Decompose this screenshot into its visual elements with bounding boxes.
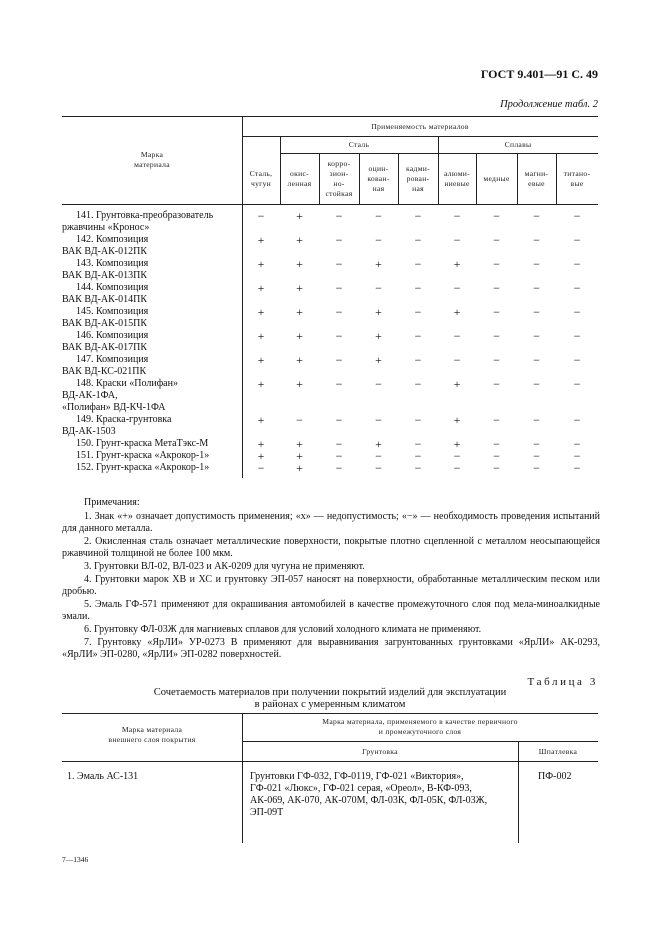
applicability-mark: − — [573, 329, 581, 343]
applicability-mark: − — [573, 305, 581, 319]
applicability-mark: − — [414, 209, 422, 223]
rule — [62, 713, 598, 714]
applicability-mark: − — [335, 209, 343, 223]
applicability-mark: − — [573, 233, 581, 247]
applicability-mark: + — [375, 305, 382, 319]
applicability-mark: − — [533, 437, 540, 451]
note: 4. Грунтовки марок ХВ и ХС и грунтовку ЭП-057 наносят на поверхности, обработанные металлическим песком или дробью. — [62, 573, 600, 598]
header-primer: Грунтовка — [362, 747, 398, 756]
rule — [62, 116, 598, 117]
applicability-mark: + — [453, 257, 461, 271]
applicability-mark: − — [533, 257, 540, 271]
column-header: магни- евые — [524, 168, 549, 188]
applicability-mark: − — [414, 461, 422, 475]
column-header: титано- вые — [563, 168, 591, 188]
column-header: оцин- кован- ная — [367, 163, 390, 193]
applicability-mark: + — [257, 449, 265, 463]
applicability-mark: + — [296, 257, 303, 271]
column-header: окис- ленная — [287, 168, 312, 188]
applicability-mark: − — [533, 449, 540, 463]
material-name: 148. Краски «Полифан» — [76, 378, 178, 389]
title-line: Сочетаемость материалов при получении покрытий изделий для эксплуатации — [153, 687, 507, 698]
applicability-mark: − — [335, 353, 343, 367]
applicability-mark: − — [493, 449, 500, 463]
applicability-mark: − — [414, 329, 422, 343]
applicability-mark: + — [375, 437, 382, 451]
note: 5. Эмаль ГФ-571 применяют для окрашивания автомобилей в качестве промежуточного слоя под мела-миноалкидные эмали. — [62, 598, 600, 623]
applicability-mark: − — [335, 257, 343, 271]
applicability-mark: − — [453, 461, 461, 475]
material-name: 150. Грунт-краска МетаТэкс-М — [76, 438, 209, 449]
applicability-mark: − — [375, 461, 382, 475]
applicability-mark: − — [414, 413, 422, 427]
applicability-mark: − — [573, 461, 581, 475]
applicability-mark: − — [375, 281, 382, 295]
applicability-mark: − — [493, 377, 500, 391]
notes-title: Примечания: — [84, 497, 140, 508]
applicability-mark: − — [493, 281, 500, 295]
footer-code: 7—1346 — [62, 855, 89, 864]
applicability-mark: − — [573, 353, 581, 367]
table-3-label: Таблица 3 — [527, 676, 598, 688]
applicability-mark: − — [414, 305, 422, 319]
applicability-mark: − — [573, 449, 581, 463]
applicability-mark: + — [257, 413, 265, 427]
applicability-mark: + — [296, 449, 303, 463]
applicability-mark: + — [453, 305, 461, 319]
table-continuation: Продолжение табл. 2 — [500, 99, 598, 110]
material-name: 146. Композиция — [76, 330, 149, 341]
applicability-mark: − — [533, 329, 540, 343]
material-name: ВД-АК-1503 — [62, 426, 116, 437]
applicability-mark: − — [453, 329, 461, 343]
applicability-mark: + — [257, 281, 265, 295]
applicability-mark: − — [533, 209, 540, 223]
note: 2. Окисленная сталь означает металлические поверхности, покрытые плотно сцепленной с металлом неосыпающейся ржавчиной толщиной не более 100 мкм. — [62, 535, 600, 560]
applicability-mark: + — [296, 437, 303, 451]
applicability-mark: − — [573, 209, 581, 223]
applicability-mark: + — [296, 377, 303, 391]
rule — [438, 153, 598, 154]
applicability-mark: − — [533, 413, 540, 427]
applicability-mark: + — [257, 329, 265, 343]
note: 1. Знак «+» означает допустимость применения; «x» — недопустимость; «−» — необходимость проведения испытаний для данного металла. — [62, 510, 600, 535]
applicability-mark: − — [335, 377, 343, 391]
applicability-mark: + — [453, 413, 461, 427]
applicability-mark: − — [335, 437, 343, 451]
material-name: ВАК ВД-АК-012ПК — [62, 246, 147, 257]
row-putty: ПФ-002 — [538, 771, 572, 782]
applicability-mark: − — [335, 461, 343, 475]
page-reference: ГОСТ 9.401—91 С. 49 — [480, 67, 598, 81]
applicability-mark: − — [257, 461, 265, 475]
applicability-mark: − — [493, 257, 500, 271]
applicability-mark: − — [375, 233, 382, 247]
applicability-mark: − — [493, 209, 500, 223]
table-3-title — [62, 687, 598, 711]
applicability-mark: + — [257, 305, 265, 319]
notes — [62, 497, 600, 662]
primer-line: ГФ-021 «Люкс», ГФ-021 серая, «Ореол», В-КФ-093, — [250, 783, 472, 794]
header-steel: Сталь — [348, 140, 370, 149]
applicability-mark: + — [257, 377, 265, 391]
applicability-mark: + — [296, 353, 303, 367]
applicability-mark: − — [335, 305, 343, 319]
title-line: в районах с умеренным климатом — [254, 699, 406, 710]
material-name: 147. Композиция — [76, 354, 149, 365]
rule — [62, 204, 598, 205]
applicability-mark: − — [493, 461, 500, 475]
material-name: ВАК ВД-АК-013ПК — [62, 270, 147, 281]
material-name: 142. Композиция — [76, 234, 149, 245]
applicability-mark: − — [335, 233, 343, 247]
material-name: ВД-АК-1ФА, — [62, 390, 118, 401]
material-name: 145. Композиция — [76, 306, 149, 317]
applicability-mark: − — [414, 281, 422, 295]
applicability-mark: + — [257, 353, 265, 367]
applicability-mark: − — [335, 281, 343, 295]
material-name: 152. Грунт-краска «Акрокор-1» — [76, 462, 210, 473]
applicability-mark: − — [257, 209, 265, 223]
applicability-mark: − — [573, 377, 581, 391]
applicability-mark: − — [335, 329, 343, 343]
applicability-mark: − — [375, 377, 382, 391]
header-applicability: Применяемость материалов — [371, 122, 469, 131]
applicability-mark: + — [257, 233, 265, 247]
material-name: 143. Композиция — [76, 258, 149, 269]
applicability-mark: + — [375, 257, 382, 271]
applicability-mark: − — [414, 257, 422, 271]
applicability-mark: + — [296, 209, 303, 223]
applicability-mark: + — [257, 437, 265, 451]
applicability-mark: − — [573, 413, 581, 427]
applicability-mark: − — [573, 437, 581, 451]
applicability-mark: + — [453, 377, 461, 391]
material-name: ВАК ВД-АК-017ПК — [62, 342, 147, 353]
material-name: 149. Краска-грунтовка — [76, 414, 172, 425]
applicability-mark: − — [573, 281, 581, 295]
material-name: ржавчины «Кронос» — [62, 222, 150, 233]
applicability-mark: − — [533, 353, 540, 367]
column-header: алюми- ниевые — [444, 168, 470, 188]
applicability-mark: + — [296, 329, 303, 343]
header-material: Марка материала — [134, 150, 170, 169]
column-header: кадми- рован- ная — [405, 163, 430, 193]
applicability-mark: + — [375, 329, 382, 343]
note: 6. Грунтовку ФЛ-03Ж для магниевых сплавов для условий холодного климата не применяют. — [84, 623, 482, 635]
table-3 — [62, 713, 598, 843]
applicability-mark: − — [533, 281, 540, 295]
applicability-mark: − — [533, 461, 540, 475]
applicability-mark: − — [493, 233, 500, 247]
rule — [242, 136, 598, 137]
applicability-mark: + — [257, 257, 265, 271]
applicability-mark: + — [296, 281, 303, 295]
applicability-mark: − — [335, 413, 343, 427]
material-name: ВАК ВД-АК-014ПК — [62, 294, 147, 305]
applicability-mark: + — [375, 353, 382, 367]
applicability-mark: − — [414, 353, 422, 367]
applicability-mark: − — [493, 305, 500, 319]
material-name: 144. Композиция — [76, 282, 149, 293]
column-header: Сталь, чугун — [249, 168, 273, 188]
column-header: медные — [483, 173, 510, 183]
applicability-mark: − — [533, 377, 540, 391]
applicability-mark: − — [414, 377, 422, 391]
applicability-mark: + — [296, 461, 303, 475]
header-primary-layer: Марка материала, применяемого в качестве первичного и промежуточного слоя — [322, 717, 518, 736]
applicability-mark: + — [296, 305, 303, 319]
applicability-mark: − — [453, 449, 461, 463]
row-primers — [250, 771, 512, 819]
applicability-mark: − — [533, 233, 540, 247]
material-name: «Полифан» ВД-КЧ-1ФА — [62, 402, 166, 413]
applicability-mark: − — [493, 329, 500, 343]
material-name: 151. Грунт-краска «Акрокор-1» — [76, 450, 210, 461]
applicability-mark: − — [493, 413, 500, 427]
primer-line: АК-069, АК-070, АК-070М, ФЛ-03К, ФЛ-05К, ФЛ-03Ж, — [250, 795, 488, 806]
applicability-mark: − — [453, 353, 461, 367]
header-alloys: Сплавы — [504, 140, 532, 149]
applicability-mark: − — [296, 413, 303, 427]
column-header: корро- зион- но- стойкая — [325, 158, 353, 198]
table-2 — [62, 116, 598, 478]
applicability-mark: − — [335, 449, 343, 463]
applicability-mark: + — [453, 437, 461, 451]
applicability-mark: − — [453, 209, 461, 223]
applicability-mark: − — [414, 233, 422, 247]
applicability-mark: − — [414, 449, 422, 463]
material-name: ВАК ВД-КС-021ПК — [62, 366, 147, 377]
applicability-mark: − — [533, 305, 540, 319]
material-name: ВАК ВД-АК-015ПК — [62, 318, 147, 329]
applicability-mark: − — [573, 257, 581, 271]
header-putty: Шпатлевка — [538, 747, 578, 756]
applicability-mark: − — [493, 353, 500, 367]
applicability-mark: − — [493, 437, 500, 451]
applicability-mark: − — [375, 209, 382, 223]
applicability-mark: + — [296, 233, 303, 247]
material-name: 141. Грунтовка-преобразователь — [76, 210, 214, 221]
note: 3. Грунтовки ВЛ-02, ВЛ-023 и АК-0209 для чугуна не применяют. — [84, 560, 365, 572]
primer-line: ЭП-09Т — [250, 807, 284, 818]
primer-line: Грунтовки ГФ-032, ГФ-0119, ГФ-021 «Виктория», — [250, 771, 464, 782]
applicability-mark: − — [453, 233, 461, 247]
header-outer-material: Марка материала внешнего слоя покрытия — [108, 725, 196, 744]
applicability-mark: − — [414, 437, 422, 451]
rule — [242, 741, 598, 742]
row-material: 1. Эмаль АС-131 — [67, 771, 139, 782]
applicability-mark: − — [453, 281, 461, 295]
applicability-mark: − — [375, 413, 382, 427]
applicability-mark: − — [375, 449, 382, 463]
note: 7. Грунтовку «ЯрЛИ» УР-0273 В применяют для выравнивания загрунтованных грунтовками «ЯрЛИ» АК-0293, «ЯрЛИ» ЭП-0280, «ЯрЛИ» ЭП-0282 поверхностей. — [62, 636, 600, 661]
